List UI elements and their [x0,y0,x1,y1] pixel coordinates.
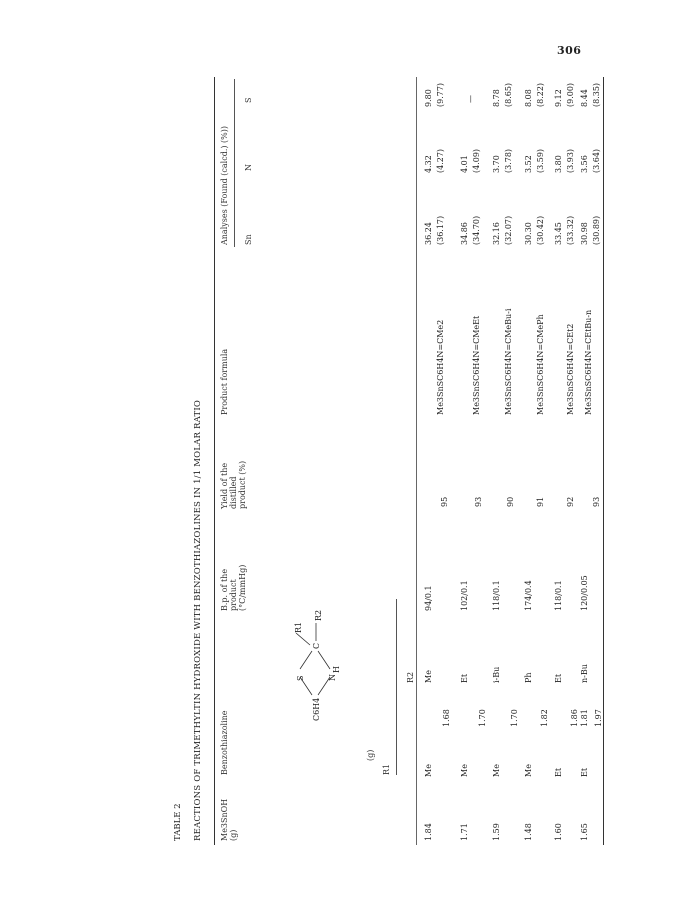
atom-n: N [328,674,337,681]
analyses-header: Analyses (Found (calcd.) (%)) [220,126,229,245]
header-rule [416,77,417,845]
formula-header: Product formula [220,348,229,415]
s-header: S [244,97,253,103]
table-title: REACTIONS OF TRIMETHYLTIN HYDROXIDE WITH BENZOTHIAZOLINES IN 1/1 MOLAR RATIO [193,399,203,841]
bottom-rule [603,77,604,845]
bp-header: B.p. of the product (°C/mmHg) [220,564,248,611]
benzothiazoline-header: Benzothiazoline [220,710,229,775]
atom-c: C [312,642,321,649]
sub-rule [396,599,397,775]
atom-r2: R2 [314,609,323,621]
yield-header: Yield of the distilled product (%) [220,460,248,509]
sub-header-g: (g) [366,749,375,761]
n-header: N [244,164,253,171]
atom-r1: R1 [294,621,303,633]
sn-header: Sn [244,234,253,245]
sub-header-r1: R1 [382,763,391,775]
atom-h: H [332,666,341,673]
table-label: TABLE 2 [173,803,183,841]
rotated-table: TABLE 2 REACTIONS OF TRIMETHYLTIN HYDROXIDE WITH BENZOTHIAZOLINES IN 1/1 MOLAR RATIO Me3SnOH (g) Benzothiazoline C6H4 S N H C R1 R2 (g) R1 R2 B.p. of the product (°C/mmHg) Yield of the distilled product (%) Product formula Analyses (Found (calcd.) (%)) Sn N S 1.84 Me 1.68 Me 94/0.1 95 Me3SnSC6H4N=CMe2 36.24 (36.17) 4.32 (4.27) 9.80 (9.77) 1.71 Me 1.70 Et 102/0.1 93 Me3SnSC6H4N=CMeEt 34.86 (34.70) 4.01 (4.09) — 1.59 Me 1.70 i-Bu 118/0.1 90 Me3SnSC6H4N=CMeBu-i 32.16 (32.07) 3.70 (3.78) 8.78 (8.65) 1.48 Me 1.82 Ph 174/0.4 91 Me3SnSC6H4N=CMePh 30.30 (30.42) 3.52 (3.59) 8.08 (8.22) 1.60 Et 1.86 Et 118/0.1 92 Me3SnSC6H4N=CEt2 33.45 (33.32) 3.80 (3.93) 9.12 (9.00) 1.65 Et 1.81 n-Bu 120/0.05 93 Me3SnSC6H4N=CEtBu-n 30.98 (30.89) 3.56 (3.64) 8.44 (8.35) 1.97 [174,77,604,845]
reactant-header: Me3SnOH (g) [220,798,239,841]
analyses-rule [234,79,235,247]
atom-ring: C6H4 [312,697,321,721]
sub-header-r2: R2 [406,671,415,683]
top-rule [214,77,215,845]
atom-s: S [296,675,305,681]
benzothiazoline-structure-diagram [270,585,350,735]
trailing-value: 1.97 [594,709,603,727]
page-number: 306 [557,44,582,57]
